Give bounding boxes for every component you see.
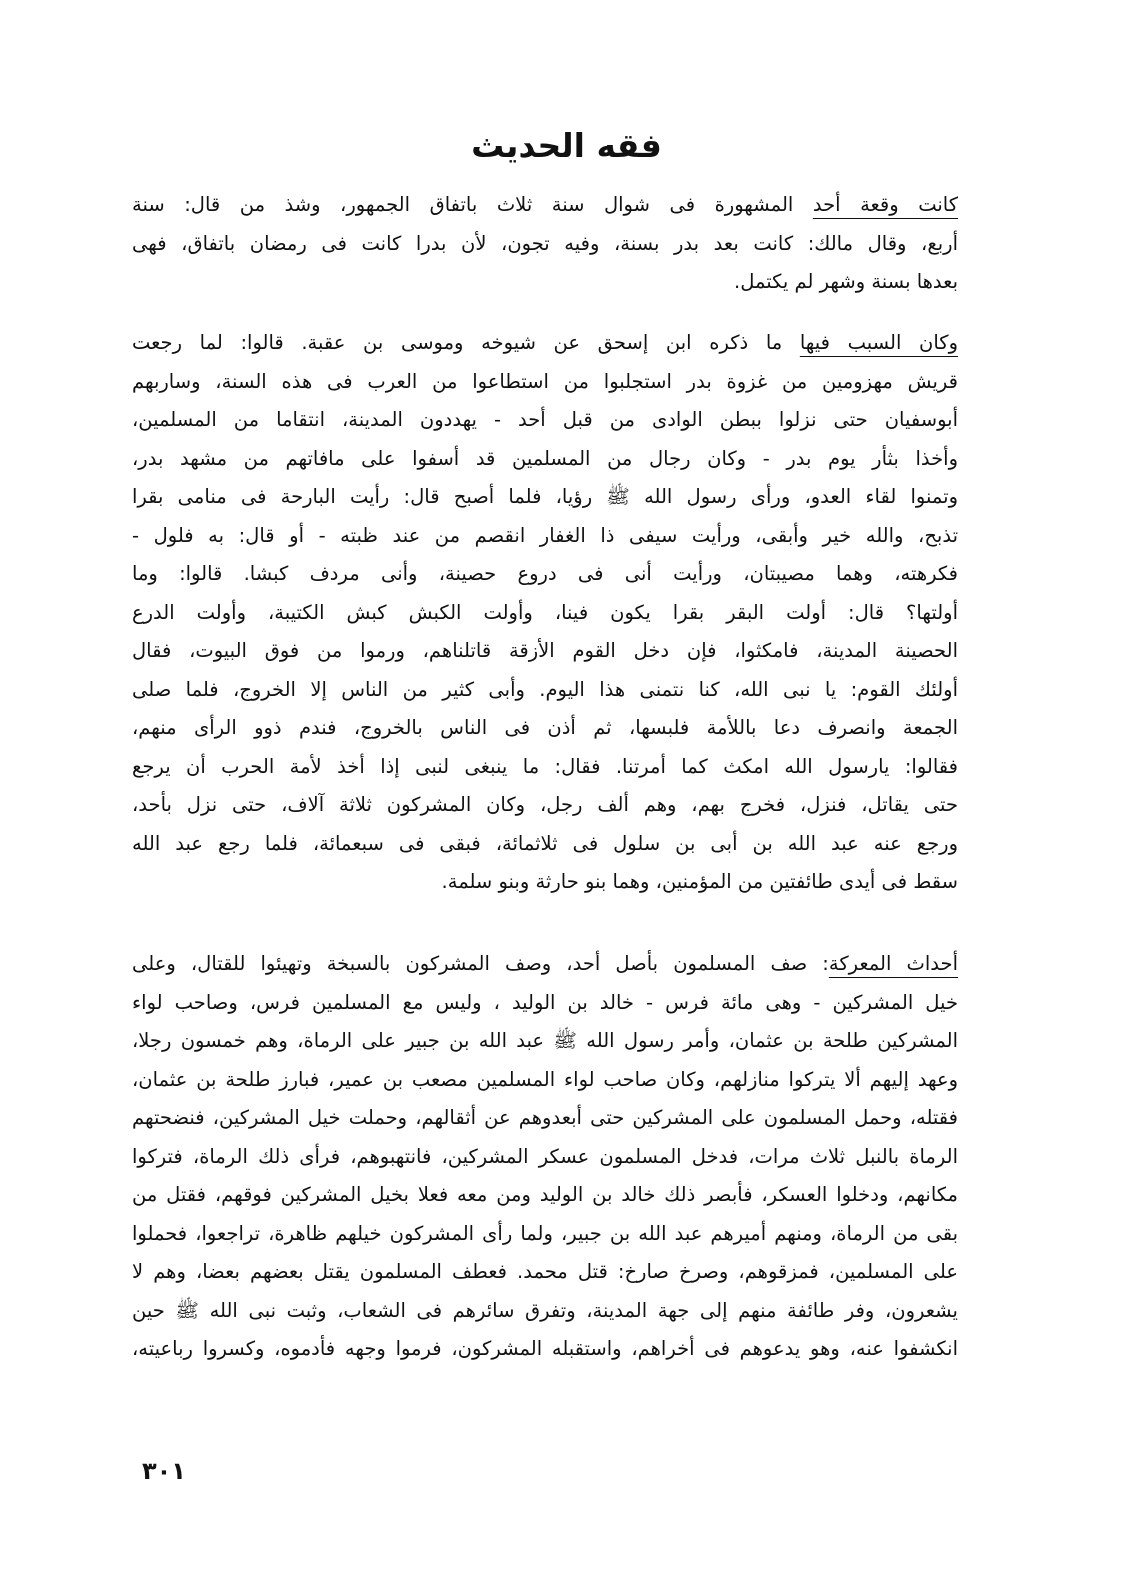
paragraph-cause-of-battle	[132, 324, 958, 902]
text-line: قريش مهزومين من غزوة بدر استجلبوا من استطاعوا من العرب فى هذه السنة، وساربهم	[132, 369, 958, 393]
text-line: مكانهم، ودخلوا العسكر، فأبصر ذلك خالد بن الوليد ومن معه فعلا بخيل المشركين فوقهم، فقتل من	[132, 1183, 958, 1206]
text-line: خيل المشركين - وهى مائة فرس - خالد بن الوليد ، وليس مع المسلمين فرس، وصاحب لواء	[132, 990, 958, 1014]
text-line: الجمعة وانصرف دعا باللأمة فلبسها، ثم أذن فى الناس بالخروج، فندم ذوو الرأى منهم،	[132, 716, 958, 739]
text-line: وكان السبب فيها ما ذكره ابن إسحق عن شيوخه وموسى بن عقبة. قالوا: لما رجعت	[132, 331, 959, 354]
text-line: انكشفوا عنه، وهو يدعوهم فى أخراهم، واستقبله المشركون، فرموا وجهه فأدموه، وكسروا رباعيته،	[132, 1337, 958, 1360]
text-line: أربع، وقال مالك: كانت بعد بدر بسنة، وفيه تجون، لأن بدرا كانت فى رمضان باتفاق، فهى	[132, 231, 958, 255]
text-line: فقتله، وحمل المسلمون على المشركين حتى أبعدوهم عن أثقالهم، وحملت خيل المشركين، فنضحتهم	[132, 1106, 958, 1129]
text-line: تذبح، والله خير وأبقى، ورأيت سيفى ذا الغفار انقصم من عند ظبته - أو قال: به فلول -	[132, 523, 958, 547]
text-line: أولئك القوم: يا نبى الله، كنا نتمنى هذا اليوم. وأبى كثير من الناس إلا الخروج، فلما صلى	[132, 677, 958, 701]
text-line: أحداث المعركة: صف المسلمون بأصل أحد، وصف المشركون بالسبخة وتهيئوا للقتال، وعلى	[132, 952, 958, 975]
text-line: أولتها؟ قال: أولت البقر بقرا يكون فينا، وأولت الكبش كبش الكتيبة، وأولت الدرع	[132, 600, 958, 624]
page-number: ٣٠١	[142, 1457, 186, 1485]
paragraph-battle-events	[132, 945, 958, 1369]
text-line: بعدها بسنة وشهر لم يكتمل.	[734, 270, 958, 293]
text-line: الحصينة المدينة، فامكثوا، فإن دخل القوم الأزقة قاتلناهم، ورموا من فوق البيوت، فقال	[132, 639, 958, 662]
paragraph-lead-heading: أحداث المعركة	[828, 952, 958, 975]
text-line: ورجع عنه عبد الله بن أبى بن سلول فى ثلاثمائة، فبقى فى سبعمائة، فلما رجع عبد الله	[132, 831, 958, 855]
text-line: أبوسفيان حتى نزلوا ببطن الوادى من قبل أحد - يهددون المدينة، انتقاما من المسلمين،	[132, 408, 958, 431]
text-line: بقى من الرماة، ومنهم أميرهم عبد الله بن جبير، ولما رأى المشركون خيلهم ظاهرة، تراجعوا، فحملوا	[132, 1221, 958, 1245]
text-line: فقالوا: يارسول الله امكث كما أمرتنا. فقال: ما ينبغى لنبى إذا أخذ لأمة الحرب أن يرجع	[132, 754, 958, 778]
text-line: سقط فى أيدى طائفتين من المؤمنين، وهما بنو حارثة وبنو سلمة.	[441, 870, 958, 893]
paragraph-date-of-uhud	[132, 186, 958, 302]
text-line: الرماة بالنبل ثلاث مرات، فدخل المسلمون عسكر المشركين، فانتهبوهم، فرأى ذلك الرماة، فتركوا	[132, 1144, 958, 1168]
text-line: على المسلمين، فمزقوهم، وصرخ صارخ: قتل محمد. فعطف المسلمون يقتل بعضهم بعضا، وهم لا	[132, 1260, 958, 1283]
text-line: المشركين طلحة بن عثمان، وأمر رسول الله ﷺ عبد الله بن جبير على الرماة، وهم خمسون رجلا،	[132, 1029, 958, 1052]
text-line: يشعرون، وفر طائفة منهم إلى جهة المدينة، وتفرق سائرهم فى الشعاب، وثبت نبى الله ﷺ حين	[132, 1298, 958, 1322]
text-line: وأخذا بثأر يوم بدر - وكان رجال من المسلمين قد أسفوا على مافاتهم من مشهد بدر،	[132, 446, 958, 470]
paragraph-lead-heading: كانت وقعة أحد	[812, 193, 958, 216]
text-line: فكرهته، وهما مصيبتان، ورأيت أنى فى دروع حصينة، وأنى مردف كبشا. قالوا: وما	[132, 562, 958, 585]
page-title: فقه الحديث	[471, 126, 662, 166]
text-line: وتمنوا لقاء العدو، ورأى رسول الله ﷺ رؤيا، فلما أصبح قال: رأيت البارحة فى منامى بقرا	[132, 485, 958, 508]
text-line: كانت وقعة أحد المشهورة فى شوال سنة ثلاث باتفاق الجمهور، وشذ من قال: سنة	[132, 193, 958, 216]
text-line: حتى يقاتل، فنزل، فخرج بهم، وهم ألف رجل، وكان المشركون ثلاثة آلاف، حتى نزل بأحد،	[132, 793, 958, 816]
text-line: وعهد إليهم ألا يتركوا منازلهم، وكان صاحب لواء المسلمين مصعب بن عمير، فبارز طلحة بن عثمان،	[132, 1067, 958, 1091]
paragraph-lead-heading: وكان السبب فيها	[799, 331, 959, 354]
